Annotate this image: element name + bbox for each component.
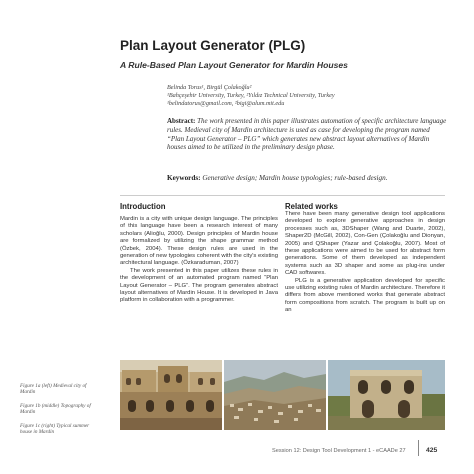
paper-subtitle: A Rule-Based Plan Layout Generator for Mardin Houses — [120, 60, 348, 70]
footer-separator — [418, 440, 419, 456]
figure-caption-1c: Figure 1c (right) Typical summer house in Mardin — [20, 422, 90, 436]
figure-1a-image — [120, 360, 222, 430]
figure-captions — [20, 383, 98, 442]
section-divider — [120, 195, 445, 196]
figure-1b-image — [224, 360, 326, 430]
keywords — [167, 174, 457, 182]
figure-1c-image — [328, 360, 445, 430]
introduction-body — [120, 216, 278, 305]
figure-caption-1a: Figure 1a (left) Medieval city of Mardin — [20, 383, 87, 396]
abstract — [167, 117, 447, 152]
author-emails: ¹belindatorus@gmail.com, ²bigi@alum.mit.edu — [167, 100, 285, 107]
related-works-paragraph-2: PLG is a generative application developed for specific use utilizing existing rules of Mardin architecture. Therefore it differs from above mentioned works that generate abstract form compositions from scratch. The program is built up on an — [285, 277, 445, 314]
figure-caption-1b: Figure 1b (middle) Topography of Mardin — [20, 402, 91, 416]
introduction-heading: Introduction — [120, 202, 166, 211]
keywords-label: Keywords: — [167, 174, 201, 182]
related-works-heading: Related works — [285, 202, 338, 211]
related-works-body — [285, 211, 445, 315]
author-block — [167, 84, 335, 108]
keywords-text: Generative design; Mardin house typologies; rule-based design. — [202, 174, 388, 182]
paper-title: Plan Layout Generator (PLG) — [120, 38, 306, 53]
footer-session: Session 12: Design Tool Development 1 - eCAADe 27 — [272, 448, 406, 454]
author-names: Belinda Torus¹, Birgül Çolakoğlu² — [167, 84, 252, 91]
abstract-text: The work presented in this paper illustrates automation of specific architecture language rules. Medieval city of Mardin architecture is used as case for developing the program named “Plan Layout Generator – PLG” which generates new abstract layout alternatives of Mardin houses aimed to be utilized in the preliminary design phase. — [167, 117, 447, 152]
introduction-paragraph-2: The work presented in this paper utilizes these rules in the development of an automated program named “Plan Layout Generator – PLG”. The program generates abstract layout alternatives of Mardin House. It is developed in Java platform in collaboration with a programmer. — [120, 267, 278, 304]
related-works-paragraph-1: There have been many generative design tool applications developed to explore generative approaches in design processes such as, 3DShaper (Wang and Duarte, 2002), Shaper2D (McGill, 2002), Con-Gen (Çolakoğlu and Dionyan, 2005) and QShaper (Yazar and Çolakoğlu, 2007). Most of these applications were aimed to be used for abstract form generations. Some of them developed as independent systems such as 3D shaper and some as plug-ins under CAD softwares. — [285, 211, 445, 277]
introduction-paragraph-1: Mardin is a city with unique design language. The principles of this language have been a research interest of many scholars (Alioğlu, 2000). Design principles of Mardin house are formalized by utilizing the shape grammar method (Özbek, 2004). These design rules are used in the generation of new typologies coherent with the city's existing architectural language. (Özkaraduman, 2007) — [120, 216, 278, 267]
page-number: 425 — [426, 447, 438, 454]
abstract-label: Abstract: — [167, 117, 196, 125]
author-affiliation: ¹Bahçeşehir University, Turkey, ²Yıldız Technical University, Turkey — [167, 92, 335, 99]
